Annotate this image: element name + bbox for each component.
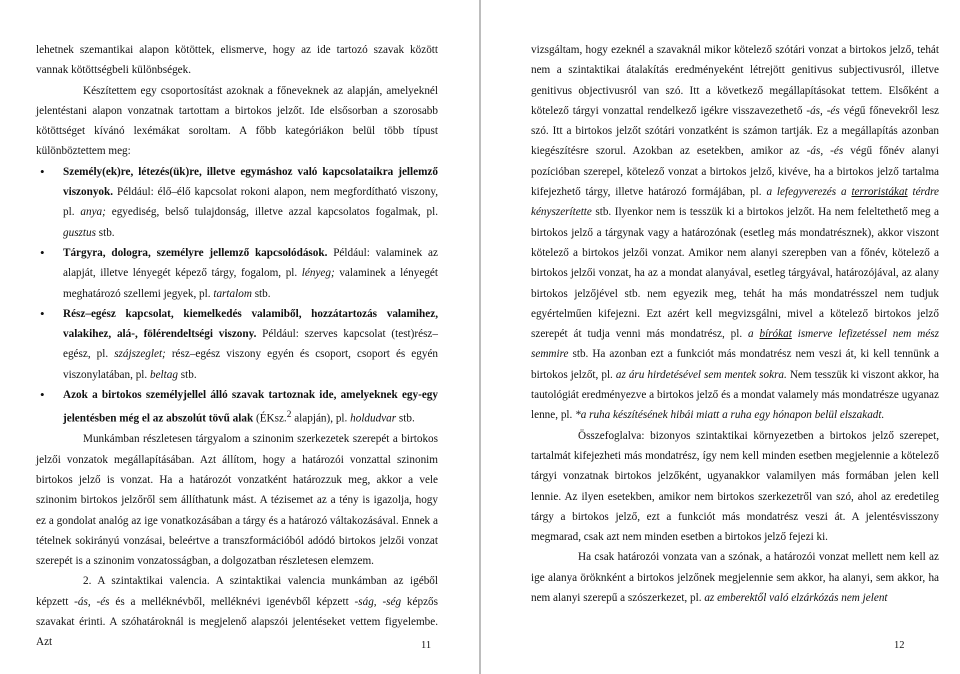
paragraph: Munkámban részletesen tárgyalom a szinonim szerkezetek szerepét a birtokos jelzői vonzatok megállapításában. Azt állítom, hogy a határozói vonzattal szinonim birtokos jelző is vonzat. Ha a határozót vonzatként határozzuk meg, akkor a vele szinonim birtokos jelzőről sem állíthatunk mást. A tézisemet az a tény is igazolja, hogy ez a gondolat analóg az ige vonatkozásában a tárgy és a határozó váltakozásával. Ennek a tételnek sokirányú vonzásai, beleértve a transzformációból adódó birtokos jelzői vonzat szerepét is a szinonim vonzatosságban, a dolgozatban részletesen elemzem. [36,433,438,568]
text: rész–egész viszony egyén és csoport, csoport és egyén viszonylatában, pl. [63,348,439,381]
page-number: 11 [421,640,432,651]
paragraph: lehetnek szemantikai alapon kötöttek, elismerve, hogy az ide tartozó szavak között vannak kötöttségbeli különbségek. [36,44,438,77]
text: stb. [251,287,271,300]
bold-text: Tárgyra, dologra, személyre jellemző kapcsolódások. [63,246,328,259]
text: Például: élő–élő kapcsolat rokoni alapon, nem megfordítható viszony, pl. [63,186,438,219]
italic-text: a [748,328,760,341]
right-page-text [531,40,939,608]
text: stb. Ha azonban ezt a funkciót más mondatrész nem veszi át, ki kell tennünk a birtokos jelzőt, pl. [531,348,939,381]
text: Ha csak határozói vonzata van a szónak, a határozói vonzat mellett nem kell az ige alanya öröknként a birtokos jelzőnek megjelennie sem akkor, ha alanyi, sem akkor, ha nem alanyi szerepű a szószerkezet, pl. [531,551,939,605]
text: 2. A szintaktikai valencia. A szintaktikai valencia munkámban az igéből képzett [36,575,438,608]
right-page [481,0,960,674]
text: valaminek a lényegét meghatározó szellemi jegyek, pl. [63,267,438,300]
underlined-text: bírókat [759,328,792,341]
italic-text: holdudvar [350,413,397,426]
italic-text: a lefegyverezés a [766,186,852,199]
text: és a melléknévből, melléknévi igenévből képzett [109,595,355,608]
bold-text: Azok a birtokos személyjellel álló szavak tartoznak ide, amelyeknek egy-egy jelentésben még el az abszolút tövű alak [63,389,438,426]
text: alapján), pl. [291,413,351,426]
text: Nem tesszük ki viszont akkor, ha tautológiát eredményezve a birtokos jelző és a mondat valamely más mondatrésze ugyanaz lenne, pl. [531,368,939,422]
italic-text: tartalom [213,287,252,300]
paragraph: Készítettem egy csoportosítást azoknak a főneveknek az alapján, amelyeknél jelentéstani alapon vonzatnak tartottam a birtokos jelzőt. Ide elsősorban a szorosabb kötöttséget kívánó lexémákat soroltam. A főbb kategóriákon belül több típust különböztettem meg: [36,84,438,158]
italic-text: *a ruha készítésének hibái miatt a ruha egy hónapon belül elszakadt. [575,409,885,422]
bold-text: Személy(ek)re, létezés(ük)re, illetve egymáshoz való kapcsolataikra jellemző viszonyok. [63,165,438,199]
text: (ÉKsz. [253,413,287,426]
italic-text: lényeg; [301,267,335,280]
list-item [36,243,438,304]
italic-text: -ás, -és [806,145,844,158]
text: képzős szavakat érinti. A szóhatároknál is megjelenő alapszói jelentéseket vettem figyelembe. Azt [36,595,438,649]
text: vizsgáltam, hogy ezeknél a szavaknál mikor kötelező szótári vonzat a birtokos jelző, tehát nem a szintaktikai átalakítás eredményeként létrejött genitivus subjectivusról, illetve genitivus objectivusról van szó. Itt a következő megállapításokat tettem. Elsőként a kötelező tárgyi vonzattal rendelkező igékre visszavezethető [531,44,939,117]
list-item [36,304,438,385]
bold-text: Rész–egész kapcsolat, kiemelkedés valamiből, hozzátartozás valamihez, valakihez, alá-, fölérendeltségi viszony. [63,307,438,341]
italic-text: beltag [150,368,178,381]
paragraph [531,40,939,426]
italic-text: anya; [80,206,106,219]
text: stb. [177,368,197,381]
italic-text: -ság, -ség [354,595,402,608]
italic-text: -ás, -és [806,104,840,117]
text: stb. Ilyenkor nem is tesszük ki a birtokos jelzőt. Ha nem feleltethető meg a birtokos jelző a tárgynak vagy a határozónak (esetleg más mondatrésznek), akkor viszont kötelező a birtokos jelzői vonzat. Amikor nem alanyi szerepben van a főnév, kötelező a birtokos jelzői vonzat, ha az a mondat alanyával, esetleg tárgyával, határozójával, az alany birtokos jelzőjével stb. nem egyezik meg, tehát ha más mondatrésszel nem tudjuk egyértelműen kifejezni. Ezt azért kell megvizsgálni, mivel a kötelező birtokos jelző szerepét át tudja venni más mondatrész, pl. [531,206,939,341]
paragraph [531,547,939,608]
text: stb. [95,226,115,239]
text: végű főnevekről lesz szó. Itt a birtokos jelzőt szótári vonzatként is számon tartják. Ez a megállapítás azonban kiegészítésre szorul. Azokban az esetekben, amikor az [531,104,940,158]
paragraph: Összefoglalva: bizonyos szintaktikai környezetben a birtokos jelző szerepet, tartalmát kifejezheti más mondatrész, így nem kell minden esetben megjelennie a kötelező tárgyi vonzatnak birtokos jelzőként, ugyanakkor valamilyen más formában jelen kell lennie. Az ilyen esetekben, amikor nem birtokos szerkezetről van szó, ahol az eredetileg tárgy a birtokos jelző, ezt a funkciót más mondatrész veszi át. A jelentésvisszony megmarad, csak azt nem minden esetben a birtokos jelző fejezi ki. [531,429,939,544]
text: egyediség, belső tulajdonság, illetve azzal kapcsolatos fogalmak, pl. [105,206,438,219]
bullet-list [36,162,438,430]
italic-text: térdre kényszerítette [531,186,939,219]
italic-text: ismerve lefizetéssel nem mész semmire [531,328,940,361]
italic-text: gusztus [63,226,96,239]
text: Például: valaminek az alapját, illetve lényegét képező tárgy, fogalom, pl. [63,246,438,280]
text: Például: szerves kapcsolat (test)rész–egész, pl. [63,328,438,361]
italic-text: az emberektől való elzárkózás nem jelent [704,592,888,605]
footnote-marker: 2 [286,410,292,421]
italic-text: szájszeglet; [114,348,166,361]
italic-text: -ás, -és [74,595,110,608]
italic-text: az áru hirdetésével sem mentek sokra. [615,368,787,381]
left-page-text [36,40,438,653]
underlined-text: terroristákat [851,186,908,199]
text: stb. [396,413,415,426]
left-page [0,0,479,674]
list-item [36,162,438,243]
list-item [36,385,438,429]
paragraph [36,571,438,652]
text: végű főnév alanyi pozícióban szerepel, kötelező vonzat a birtokos jelző, kivéve, ha a birtokos jelző tartalma kifejezhető tárgy, illetve határozó formájában, pl. [531,145,940,199]
page-number: 12 [894,640,905,651]
